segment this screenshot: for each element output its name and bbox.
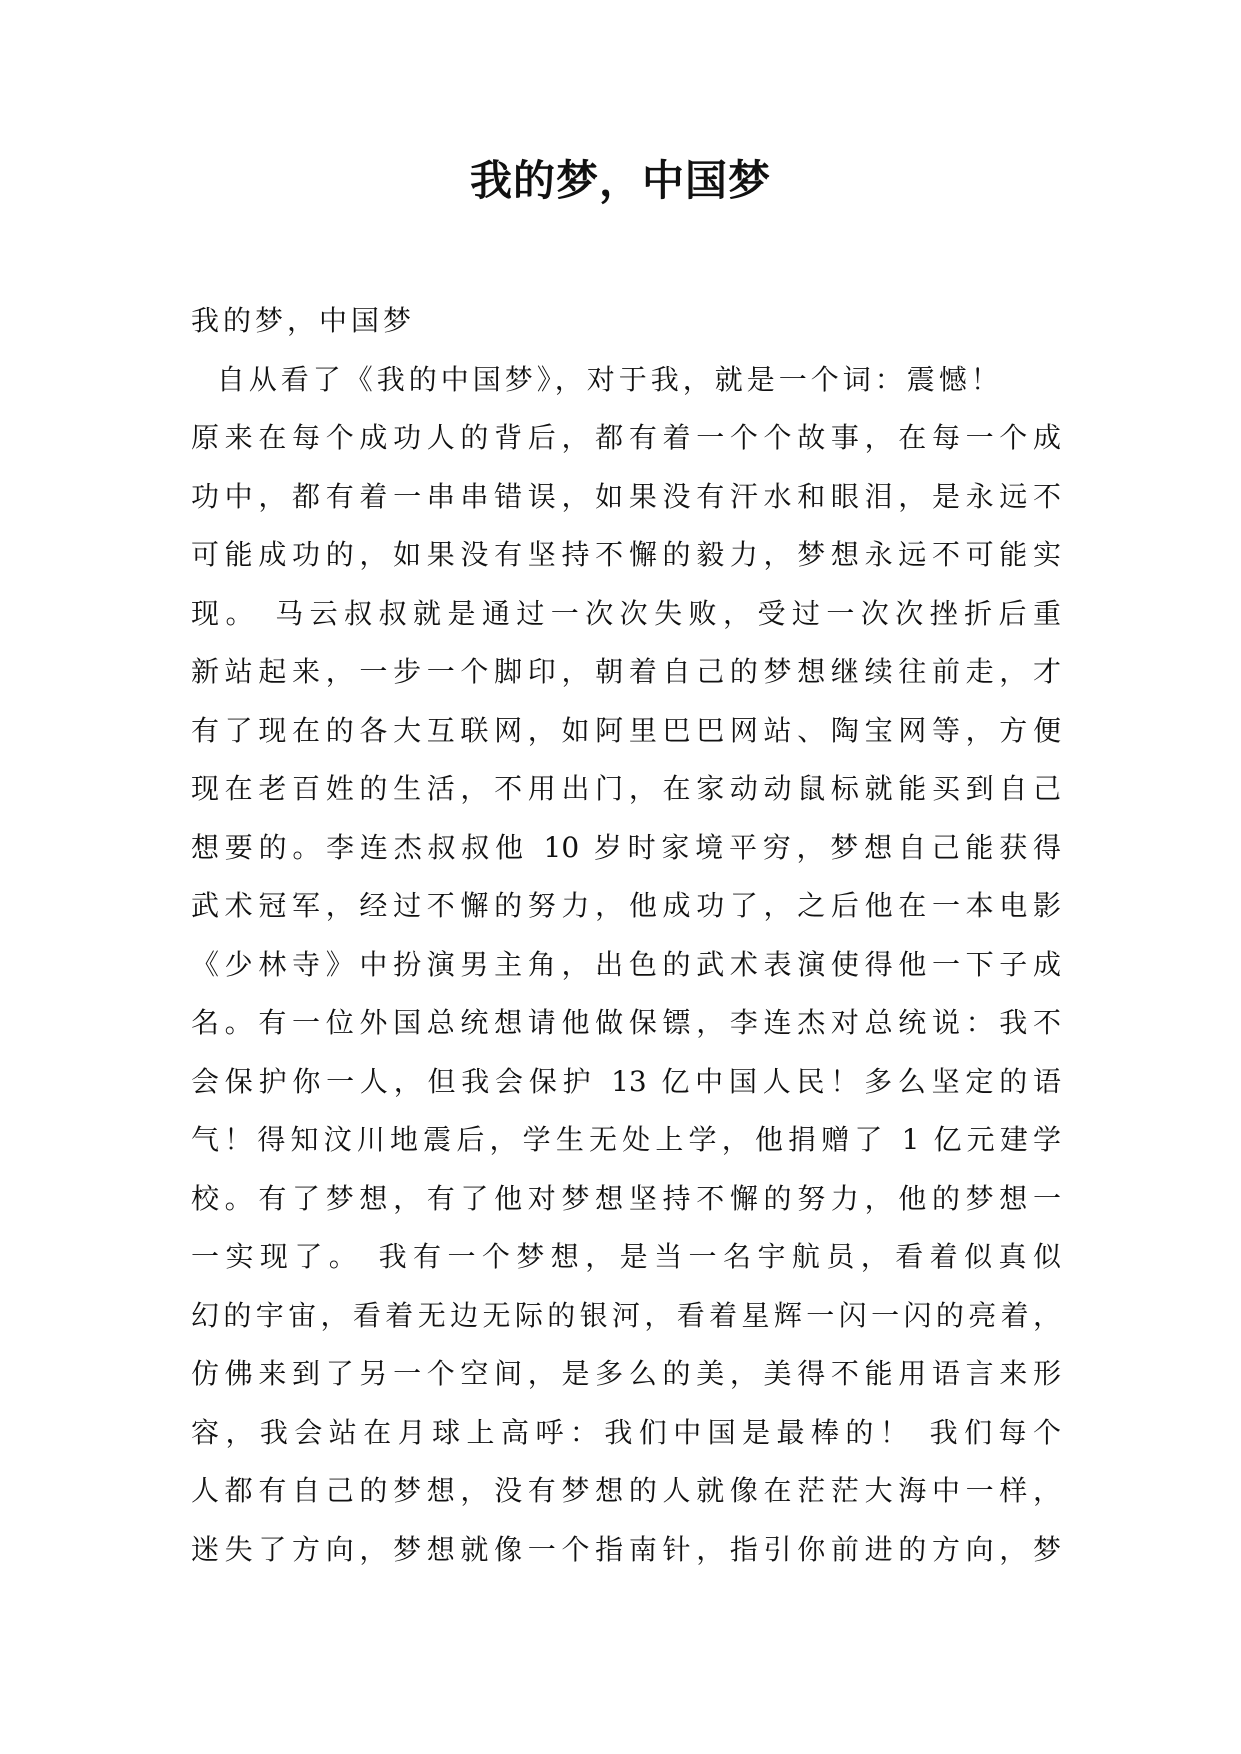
text-line: 幻的宇宙，看着无边无际的银河，看着星辉一闪一闪的亮着， [191, 1298, 1061, 1332]
text-line: 一实现了。 我有一个梦想，是当一名宇航员，看着似真似 [191, 1240, 1061, 1273]
text-line: 人都有自己的梦想，没有梦想的人就像在茫茫大海中一样， [191, 1474, 1061, 1507]
text-line: 校。有了梦想，有了他对梦想坚持不懈的努力，他的梦想一 [191, 1181, 1061, 1215]
text-line: 原来在每个成功人的背后，都有着一个个故事，在每一个成 [191, 421, 1061, 454]
text-line: 自从看了《我的中国梦》，对于我，就是一个词：震憾！ [191, 362, 1003, 396]
text-line: 功中，都有着一串串错误，如果没有汗水和眼泪，是永远不 [191, 479, 1061, 513]
document-body [191, 292, 1061, 1579]
text-line: 现在老百姓的生活，不用出门，在家动动鼠标就能买到自己 [191, 772, 1061, 805]
text-line: 现。 马云叔叔就是通过一次次失败，受过一次次挫折后重 [191, 596, 1061, 630]
text-line: 想要的。李连杰叔叔他 10 岁时家境平穷，梦想自己能获得 [191, 830, 1061, 864]
text-line: 迷失了方向，梦想就像一个指南针，指引你前进的方向，梦 [191, 1532, 1061, 1566]
text-line: 名。有一位外国总统想请他做保镖，李连杰对总统说：我不 [191, 1006, 1061, 1039]
text-line: 《少林寺》中扮演男主角，出色的武术表演使得他一下子成 [191, 947, 1061, 981]
text-line: 气！得知汶川地震后，学生无处上学，他捐赠了 1 亿元建学 [191, 1123, 1061, 1156]
text-line: 我的梦，中国梦 [191, 304, 416, 337]
text-line: 容，我会站在月球上高呼：我们中国是最棒的！ 我们每个 [191, 1415, 1061, 1449]
text-line: 有了现在的各大互联网，如阿里巴巴网站、陶宝网等，方便 [191, 713, 1061, 747]
text-line: 仿佛来到了另一个空间，是多么的美，美得不能用语言来形 [191, 1357, 1061, 1390]
text-line: 新站起来，一步一个脚印，朝着自己的梦想继续往前走，才 [191, 655, 1061, 688]
text-line: 会保护你一人，但我会保护 13 亿中国人民！多么坚定的语 [191, 1064, 1061, 1098]
text-line: 可能成功的，如果没有坚持不懈的毅力，梦想永远不可能实 [191, 538, 1061, 571]
text-line: 武术冠军，经过不懈的努力，他成功了，之后他在一本电影 [191, 889, 1061, 922]
document-title: 我的梦，中国梦 [469, 156, 771, 205]
